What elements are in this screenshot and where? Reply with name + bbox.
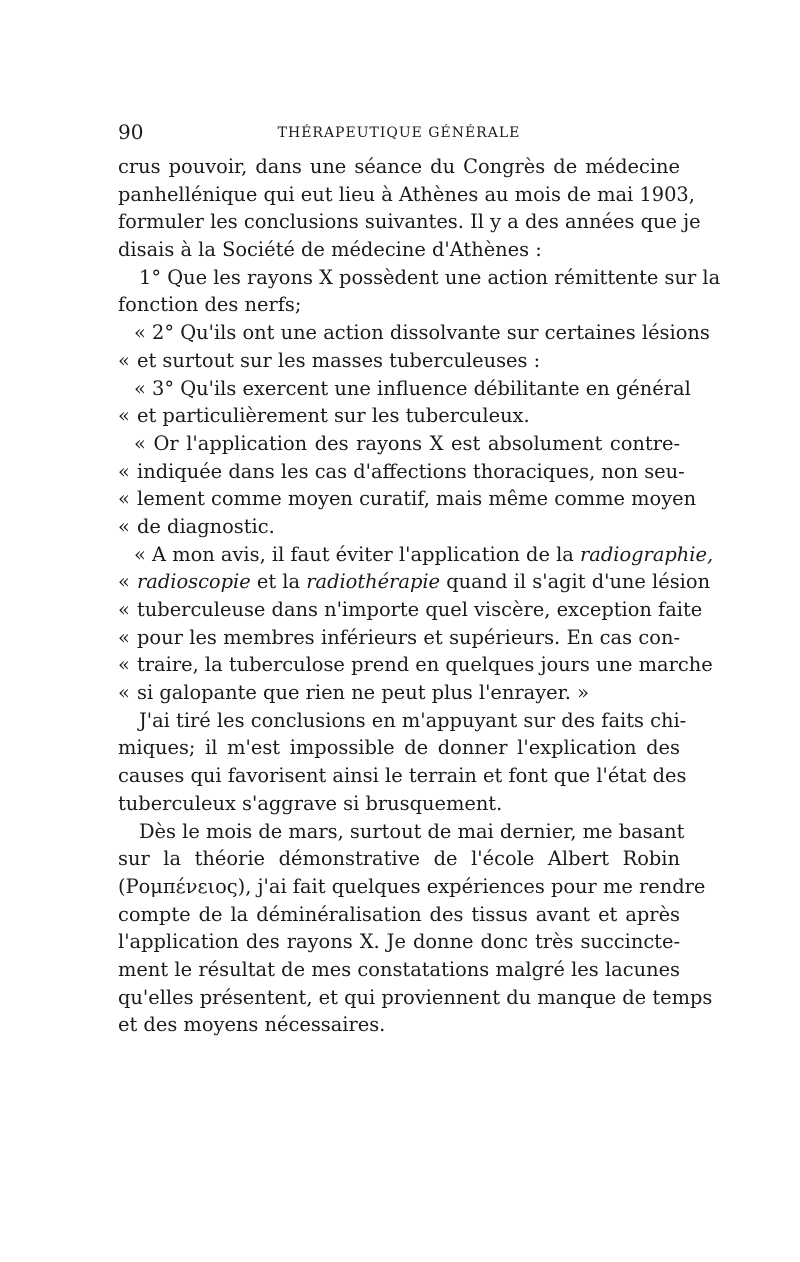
text-line — [118, 513, 680, 541]
quote-mark: « — [118, 598, 130, 621]
text-line-content: de diagnostic. — [137, 514, 275, 538]
text-line-content: « A mon avis, il faut éviter l'application de la — [134, 542, 581, 566]
quote-mark: « — [118, 404, 130, 428]
text-line: formuler les conclusions suivantes. Il y a des années que je — [118, 210, 701, 234]
quote-mark: « — [118, 348, 130, 372]
text-line — [118, 679, 680, 707]
text-line-content: quand il s'agit d'une lésion — [440, 570, 711, 594]
text-line: miques; il m'est impossible de donner l'explication des — [118, 736, 680, 760]
text-line: J'ai tiré les conclusions en m'appuyant sur des faits chi- — [139, 708, 687, 732]
text-line: « 3° Qu'ils exercent une influence débilitante en général — [134, 376, 691, 400]
text-line: ment le résultat de mes constatations malgré les lacunes — [118, 957, 680, 981]
text-line — [118, 402, 680, 430]
text-line — [118, 596, 703, 624]
text-line-content: et la — [250, 570, 307, 594]
text-line-content: traire, la tuberculose prend en quelques jours une marche — [137, 653, 713, 677]
quote-mark: « — [118, 653, 130, 677]
text-line: crus pouvoir, dans une séance du Congrès de médecine — [118, 155, 680, 178]
text-line-content: et surtout sur les masses tuberculeuses : — [137, 348, 541, 372]
text-line — [118, 651, 713, 679]
text-line: « 2° Qu'ils ont une action dissolvante sur certaines lésions — [134, 321, 710, 345]
text-line: « Or l'application des rayons X est absolument contre- — [134, 431, 680, 455]
text-line — [118, 485, 697, 513]
text-line: 1° Que les rayons X possèdent une action rémittente sur la — [139, 265, 721, 289]
italic-term: radiographie, — [580, 542, 714, 566]
text-line: compte de la déminéralisation des tissus avant et après — [118, 902, 680, 926]
text-line: tuberculeux s'aggrave si brusquement. — [118, 791, 503, 815]
page-number: 90 — [118, 120, 144, 144]
quote-mark: « — [118, 570, 130, 594]
page-header — [118, 120, 680, 144]
quote-mark: « — [118, 487, 130, 511]
text-line: (Ρομπένειος), j'ai fait quelques expériences pour me rendre — [118, 874, 706, 898]
text-line-content: lement comme moyen curatif, mais même comme moyen — [137, 487, 697, 511]
text-line-content: tuberculeuse dans n'importe quel viscère, exception faite — [137, 598, 703, 621]
italic-term: radioscopie — [137, 570, 251, 594]
italic-term: radiothérapie — [306, 570, 441, 594]
quote-mark: « — [118, 514, 130, 538]
quote-mark: « — [118, 681, 130, 705]
text-line: panhellénique qui eut lieu à Athènes au mois de mai 1903, — [118, 182, 695, 206]
text-line — [118, 347, 680, 375]
text-line: disais à la Société de médecine d'Athènes : — [118, 238, 542, 262]
text-line — [118, 568, 711, 596]
text-line: causes qui favorisent ainsi le terrain et font que l'état des — [118, 764, 687, 788]
body-text — [118, 153, 721, 1039]
text-line: Dès le mois de mars, surtout de mai dernier, me basant — [139, 819, 685, 843]
text-line — [118, 624, 680, 652]
text-line-content: si galopante que rien ne peut plus l'enrayer. » — [137, 681, 589, 705]
text-line — [118, 458, 685, 486]
text-line: qu'elles présentent, et qui proviennent du manque de temps — [118, 985, 713, 1009]
quote-mark: « — [118, 459, 130, 483]
text-line: et des moyens nécessaires. — [118, 1013, 386, 1037]
text-line-content: et particulièrement sur les tuberculeux. — [137, 404, 530, 428]
running-title: THÉRAPEUTIQUE GÉNÉRALE — [277, 125, 521, 141]
text-line-content: pour les membres inférieurs et supérieurs. En cas con- — [137, 625, 680, 649]
text-line: fonction des nerfs; — [118, 293, 302, 317]
text-line — [118, 541, 714, 569]
quote-mark: « — [118, 625, 130, 649]
text-line: sur la théorie démonstrative de l'école Albert Robin — [118, 847, 680, 871]
text-line: l'application des rayons X. Je donne donc très succincte- — [118, 930, 680, 954]
text-line-content: indiquée dans les cas d'affections thoraciques, non seu- — [137, 459, 685, 483]
